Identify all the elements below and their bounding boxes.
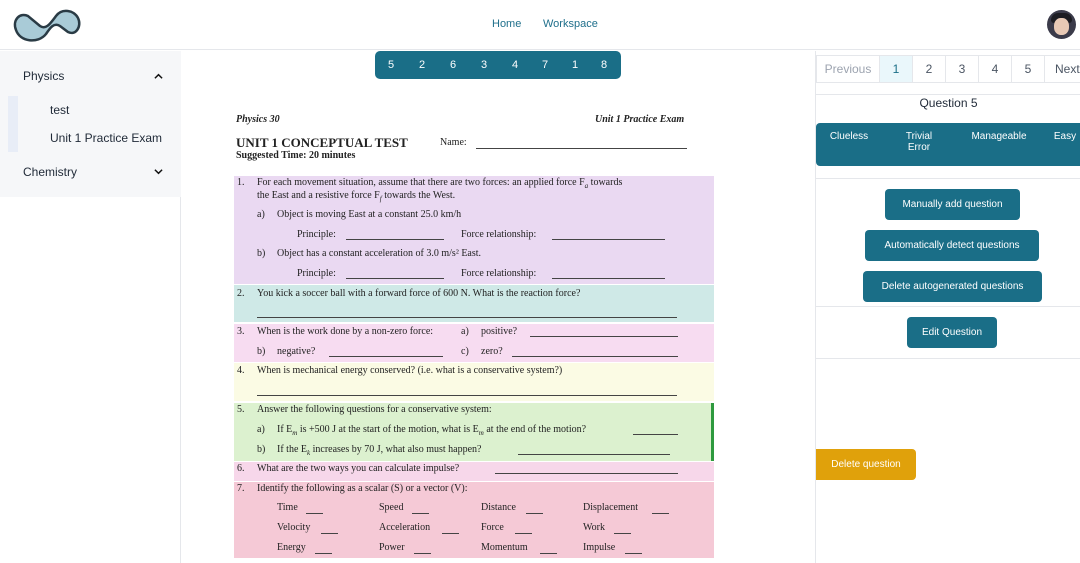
q1-text2: the East and a resistive force F <box>257 190 380 201</box>
q5-a-label: a) <box>257 424 265 435</box>
doc-title: UNIT 1 CONCEPTUAL TEST <box>236 135 408 150</box>
q1-b-force-rel: Force relationship: <box>461 268 537 279</box>
q3-b-line <box>329 356 443 357</box>
question-nav-item[interactable]: 1 <box>572 59 579 71</box>
question-editor-panel <box>815 51 1080 563</box>
q1-a-principle: Principle: <box>297 229 336 240</box>
q6-text: What are the two ways you can calculate impulse? <box>257 463 460 474</box>
q1-b-principle-line <box>346 278 444 279</box>
question-order-nav <box>375 51 621 79</box>
q4-number: 4. <box>237 365 245 376</box>
q3-b-text: negative? <box>277 346 316 357</box>
q5-b-label: b) <box>257 444 266 455</box>
course-sidebar <box>0 51 181 563</box>
q2-answer-line <box>257 317 677 318</box>
q7-blank <box>540 553 557 554</box>
avatar-face <box>1054 18 1069 35</box>
manually-add-question-button[interactable]: Manually add question <box>885 189 1020 220</box>
q5-a-text <box>277 424 586 437</box>
q1-b-label: b) <box>257 248 266 259</box>
q1-a-force-line <box>552 239 665 240</box>
q1-text-line1 <box>257 177 622 190</box>
q3-a-line <box>530 336 678 337</box>
q1-sub-f: f <box>379 195 382 203</box>
q5-b-text2: increases by 70 J, what also must happen? <box>310 444 482 455</box>
q1-text-line2 <box>257 190 455 203</box>
q5-text: Answer the following questions for a conservative system: <box>257 404 492 415</box>
q7-term: Energy <box>277 542 306 553</box>
delete-autogenerated-questions-button[interactable]: Delete autogenerated questions <box>863 271 1042 302</box>
q3-text: When is the work done by a non-zero force: <box>257 326 434 337</box>
q3-b-label: b) <box>257 346 266 357</box>
q5-a-sub2: m <box>478 429 484 437</box>
q5-b-line <box>518 454 670 455</box>
q1-a-text: Object is moving East at a constant 25.0 km/h <box>277 209 462 220</box>
q7-blank <box>306 513 323 514</box>
delete-question-button[interactable]: Delete question <box>816 449 916 480</box>
edit-question-button[interactable]: Edit Question <box>907 317 997 348</box>
question-nav-item[interactable]: 6 <box>450 59 457 71</box>
q5-b-sub: k <box>307 449 311 457</box>
divider <box>816 94 1080 95</box>
question-nav-item[interactable]: 7 <box>542 59 549 71</box>
q7-blank <box>625 553 642 554</box>
question-nav-item[interactable]: 2 <box>419 59 426 71</box>
q1-b-text: Object has a constant acceleration of 3.0 m/s² East. <box>277 248 482 259</box>
q1-number: 1. <box>237 177 245 188</box>
q7-text: Identify the following as a scalar (S) or a vector (V): <box>257 483 468 494</box>
chevron-down-icon[interactable] <box>154 167 163 176</box>
q1-a-force-rel: Force relationship: <box>461 229 537 240</box>
difficulty-clueless[interactable]: Clueless <box>829 131 869 142</box>
q1-a-principle-line <box>346 239 444 240</box>
q7-term: Work <box>583 522 605 533</box>
question-nav-item[interactable]: 3 <box>481 59 488 71</box>
app-logo-icon[interactable] <box>10 6 82 44</box>
sidebar-item-test[interactable]: test <box>50 103 70 117</box>
q3-c-text: zero? <box>481 346 503 357</box>
q7-term: Speed <box>379 502 404 513</box>
q2-text: You kick a soccer ball with a forward force of 600 N. What is the reaction force? <box>257 288 581 299</box>
sidebar-item-unit1-practice-exam[interactable]: Unit 1 Practice Exam <box>50 131 163 145</box>
q7-term: Velocity <box>277 522 311 533</box>
pagination-page-5[interactable]: 5 <box>1011 55 1045 83</box>
pagination-page-4[interactable]: 4 <box>978 55 1012 83</box>
q7-term: Impulse <box>583 542 616 553</box>
q1-text1b: towards <box>588 177 623 188</box>
q3-number: 3. <box>237 326 245 337</box>
q7-blank <box>442 533 459 534</box>
q7-blank <box>315 553 332 554</box>
pagination-next-button[interactable]: Next <box>1044 55 1080 83</box>
doc-time: Suggested Time: 20 minutes <box>236 150 356 161</box>
q7-blank <box>412 513 429 514</box>
user-avatar[interactable] <box>1047 10 1076 39</box>
q7-term: Distance <box>481 502 516 513</box>
q7-term: Momentum <box>481 542 528 553</box>
q7-blank <box>321 533 338 534</box>
q5-a-text3: at the end of the motion? <box>483 424 587 435</box>
q5-a-sub1: m <box>292 429 298 437</box>
difficulty-easy[interactable]: Easy <box>1053 131 1077 142</box>
difficulty-trivial-error[interactable]: Trivial Error <box>905 131 933 153</box>
q6-line <box>495 473 678 474</box>
q1-b-principle: Principle: <box>297 268 336 279</box>
q3-a-text: positive? <box>481 326 518 337</box>
exam-document <box>182 51 814 563</box>
q7-term: Displacement <box>583 502 638 513</box>
question-nav-item[interactable]: 5 <box>388 59 395 71</box>
q1-a-label: a) <box>257 209 265 220</box>
q7-term: Force <box>481 522 504 533</box>
q7-blank <box>515 533 532 534</box>
question-nav-item[interactable]: 4 <box>512 59 519 71</box>
auto-detect-questions-button[interactable]: Automatically detect questions <box>865 230 1039 261</box>
q4-text: When is mechanical energy conserved? (i.e. what is a conservative system?) <box>257 365 563 376</box>
pagination-page-2[interactable]: 2 <box>912 55 946 83</box>
q1-b-force-line <box>552 278 665 279</box>
q5-a-line <box>633 434 678 435</box>
q7-blank <box>414 553 431 554</box>
pagination-page-3[interactable]: 3 <box>945 55 979 83</box>
q6-number: 6. <box>237 463 245 474</box>
q7-term: Time <box>277 502 298 513</box>
divider <box>816 358 1080 359</box>
sidebar-section-physics[interactable]: Physics <box>23 69 65 83</box>
q1-sub-a: a <box>584 182 589 190</box>
q1-text1: For each movement situation, assume that there are two forces: an applied force F <box>257 177 585 188</box>
q1-text2b: towards the West. <box>381 190 456 201</box>
question-nav-item[interactable]: 8 <box>601 59 608 71</box>
q7-blank <box>526 513 543 514</box>
pagination-previous-button[interactable]: Previous <box>816 55 880 83</box>
q7-term: Acceleration <box>379 522 431 533</box>
difficulty-manageable[interactable]: Manageable <box>971 131 1027 142</box>
nav-home-link[interactable]: Home <box>492 18 522 30</box>
doc-course: Physics 30 <box>236 114 280 125</box>
q5-number: 5. <box>237 404 245 415</box>
q5-b-text1: If the E <box>277 444 307 455</box>
question-title: Question 5 <box>919 96 978 110</box>
difficulty-selector <box>816 123 1080 166</box>
sidebar-section-chemistry[interactable]: Chemistry <box>23 165 78 179</box>
nav-workspace-link[interactable]: Workspace <box>543 18 598 30</box>
chevron-up-icon[interactable] <box>154 72 163 81</box>
q7-blank <box>614 533 631 534</box>
q3-c-label: c) <box>461 346 469 357</box>
divider <box>816 178 1080 179</box>
q5-a-text1: If E <box>277 424 293 435</box>
q5-b-text <box>277 444 481 457</box>
q7-term: Power <box>379 542 405 553</box>
q5-a-text2: is +500 J at the start of the motion, what is E <box>297 424 479 435</box>
pagination-page-1[interactable]: 1 <box>879 55 913 83</box>
q2-number: 2. <box>237 288 245 299</box>
doc-unit: Unit 1 Practice Exam <box>595 114 685 125</box>
sidebar-tree-rail <box>8 96 18 152</box>
page-pagination <box>816 55 1080 83</box>
document-viewer <box>182 51 814 563</box>
doc-name-label: Name: <box>440 137 467 148</box>
q7-number: 7. <box>237 483 245 494</box>
name-answer-line <box>476 148 687 149</box>
divider <box>816 306 1080 307</box>
q7-blank <box>652 513 669 514</box>
q4-answer-line <box>257 395 677 396</box>
q3-a-label: a) <box>461 326 469 337</box>
q3-c-line <box>512 356 678 357</box>
top-header <box>0 0 1080 50</box>
